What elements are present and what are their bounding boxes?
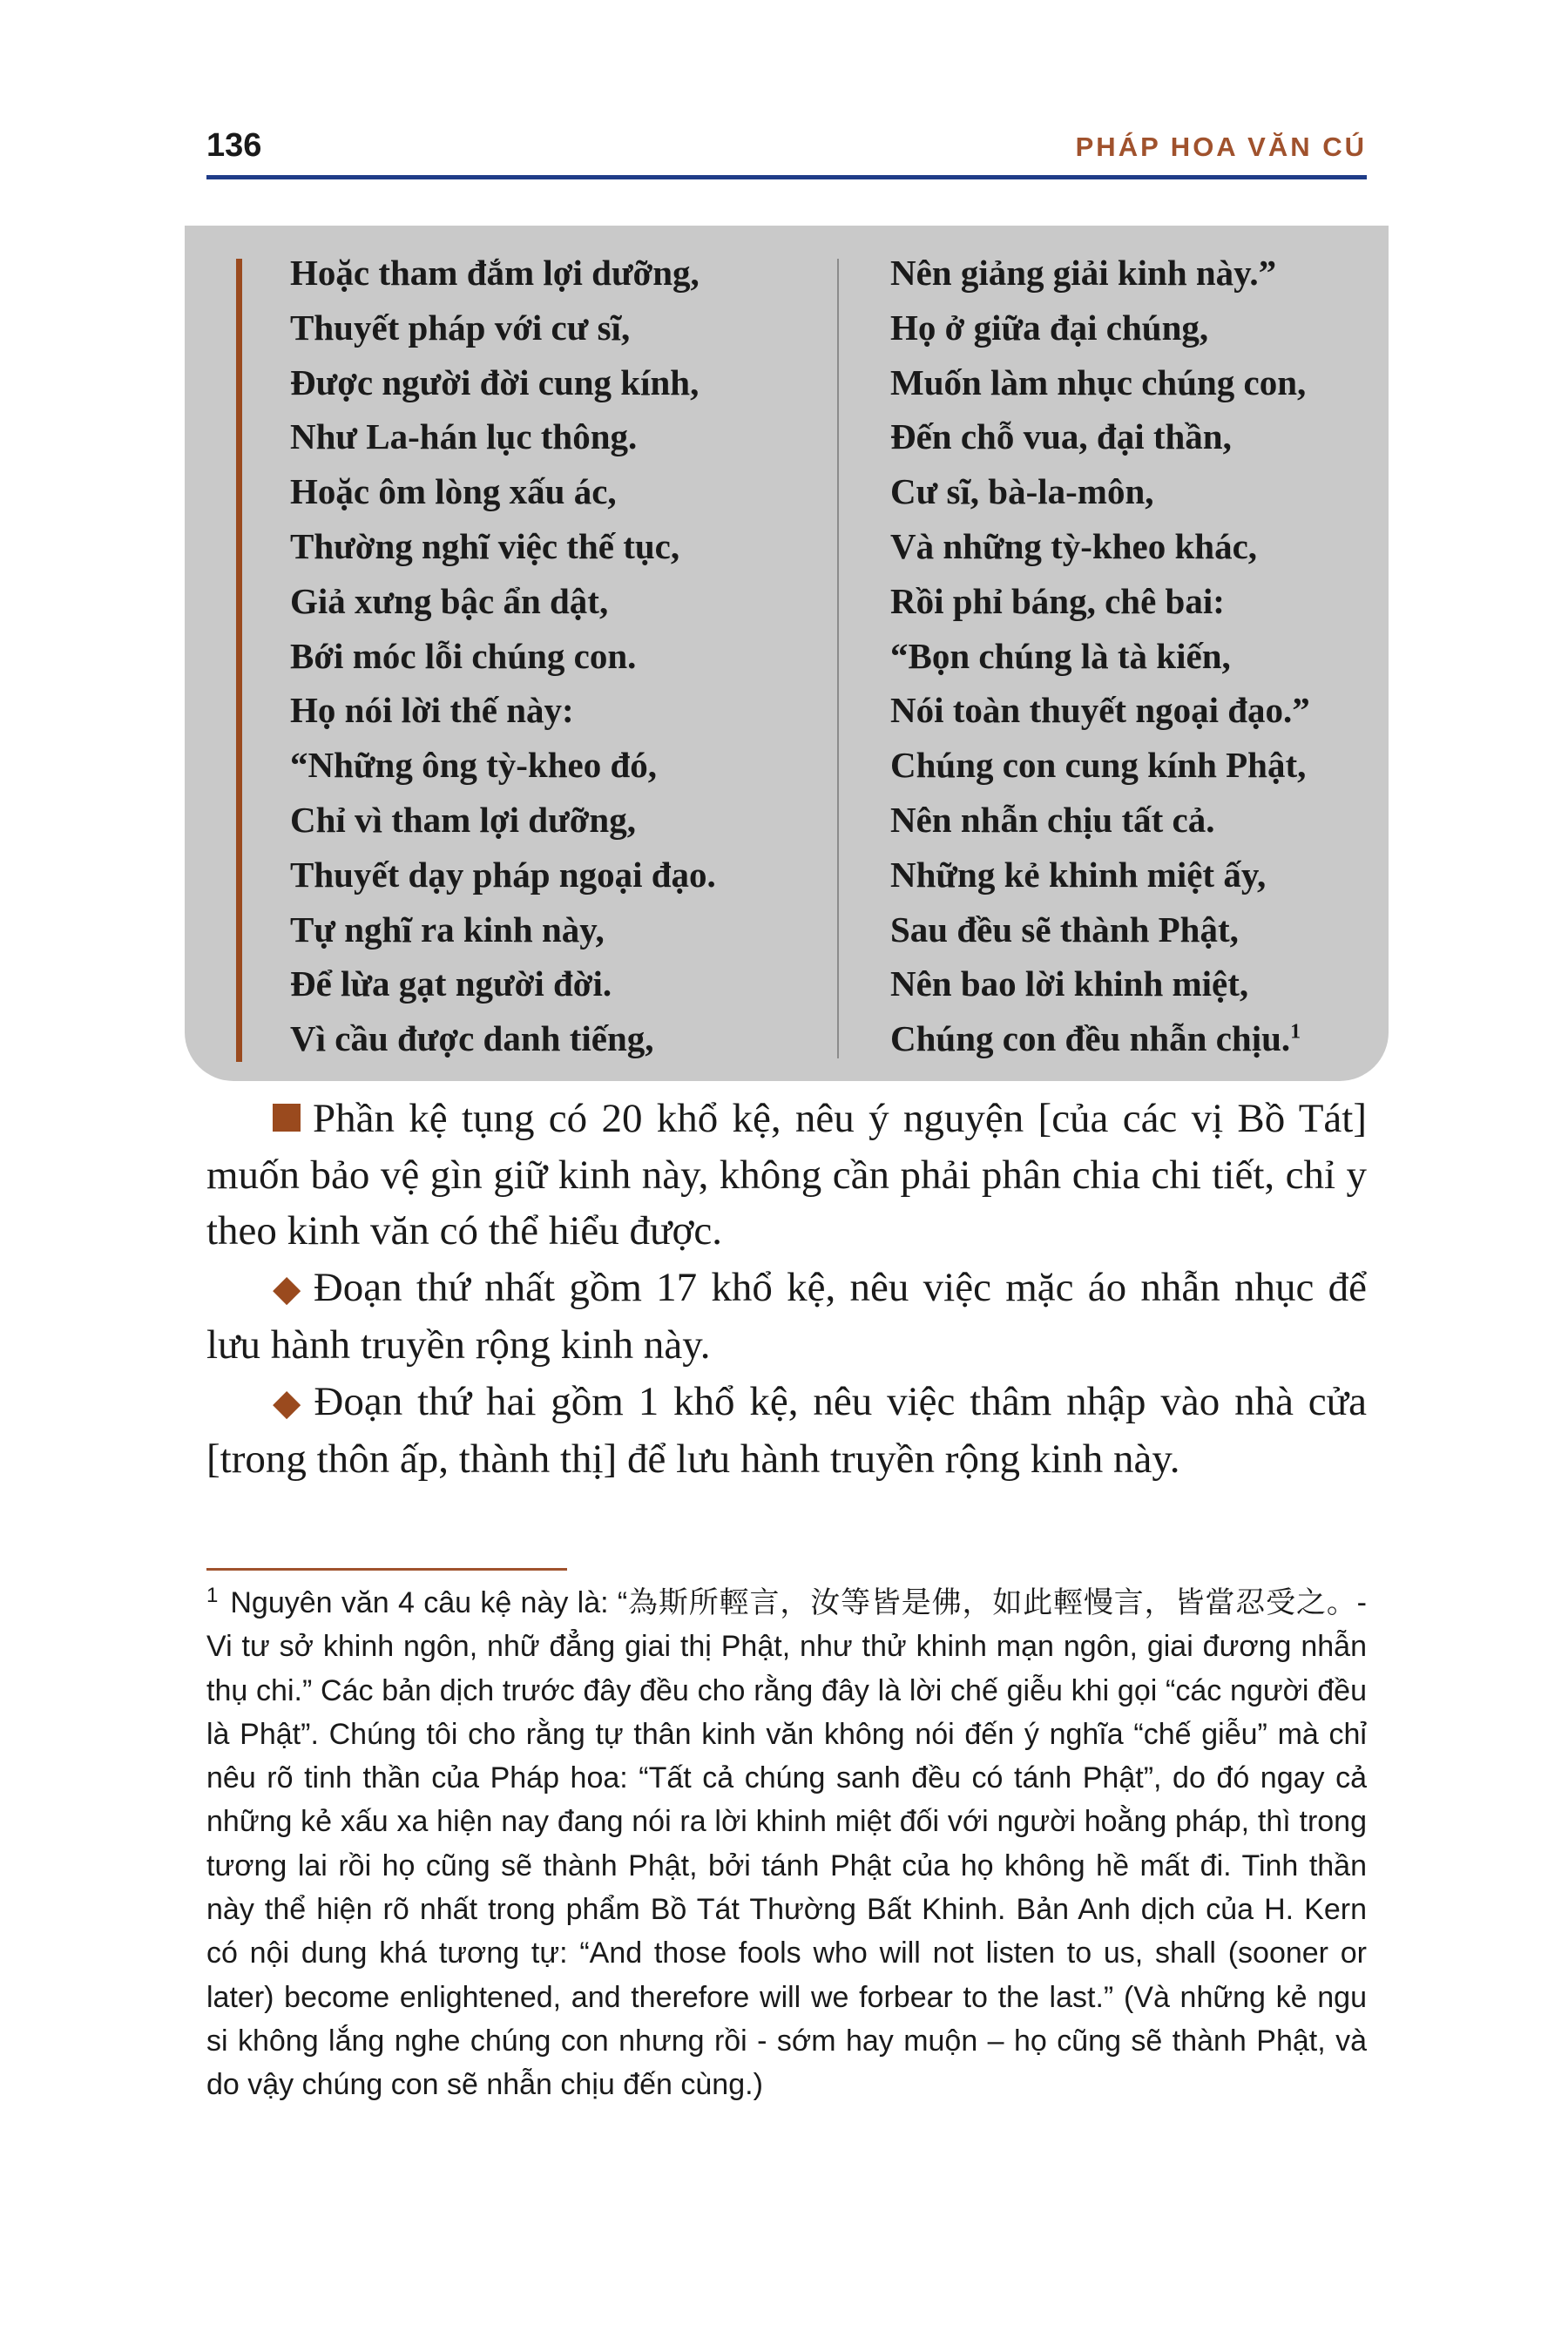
verse-line: Thường nghĩ việc thế tục, [290, 525, 680, 566]
verse-line: Sau đều sẽ thành Phật, [890, 909, 1239, 950]
footnote-mark: 1 [206, 1583, 219, 1607]
verse-line-last [890, 1011, 1310, 1066]
verse-line: Nên bao lời khinh miệt, [890, 963, 1249, 1004]
verse-line: Tự nghĩ ra kinh này, [290, 909, 605, 950]
diamond-bullet-icon: ◆ [273, 1268, 305, 1309]
verse-line: Và những tỳ-kheo khác, [890, 525, 1258, 566]
verse-line: “Bọn chúng là tà kiến, [890, 635, 1231, 676]
verse-line: Nói toàn thuyết ngoại đạo.” [890, 690, 1310, 731]
verse-column-right [890, 246, 1310, 1066]
verse-line: “Những ông tỳ-kheo đó, [290, 745, 658, 786]
verse-line: Muốn làm nhục chúng con, [890, 362, 1307, 402]
verse-line: Nên nhẫn chịu tất cả. [890, 799, 1215, 840]
verse-line: Rồi phỉ báng, chê bai: [890, 580, 1225, 621]
verse-line: Chỉ vì tham lợi dưỡng, [290, 799, 636, 840]
paragraph-section-2 [206, 1374, 1367, 1488]
diamond-bullet-icon: ◆ [273, 1382, 306, 1423]
running-title: PHÁP HOA VĂN CÚ [1075, 132, 1367, 162]
body-text [206, 1091, 1367, 1488]
verse-line: Để lừa gạt người đời. [290, 963, 612, 1004]
paragraph-intro-text: Phần kệ tụng có 20 khổ kệ, nêu ý nguyện [của các vị Bồ Tát] muốn bảo vệ gìn giữ kinh này, không cần phải phân chia chi tiết, chỉ y theo kinh văn có thể hiểu được. [206, 1096, 1367, 1254]
verse-line: Được người đời cung kính, [290, 362, 700, 402]
verse-line: Bới móc lỗi chúng con. [290, 635, 637, 676]
verse-line: Hoặc tham đắm lợi dưỡng, [290, 253, 700, 293]
verse-line: Họ ở giữa đại chúng, [890, 307, 1209, 348]
verse-line: Vì cầu được danh tiếng, [290, 1018, 654, 1059]
paragraph-section-1-text: Đoạn thứ nhất gồm 17 khổ kệ, nêu việc mặc áo nhẫn nhục để lưu hành truyền rộng kinh này. [206, 1264, 1367, 1368]
verse-line: Hoặc ôm lòng xấu ác, [290, 471, 617, 512]
verse-line: Thuyết pháp với cư sĩ, [290, 307, 631, 348]
verse-column-divider [837, 259, 839, 1058]
verse-accent-bar [236, 259, 242, 1062]
page-header [206, 122, 1367, 179]
page-number: 136 [206, 127, 262, 164]
verse-line: Như La-hán lục thông. [290, 416, 638, 457]
paragraph-section-1 [206, 1260, 1367, 1374]
header-rule [206, 175, 1367, 179]
paragraph-intro [206, 1091, 1367, 1260]
verse-line: Thuyết dạy pháp ngoại đạo. [290, 854, 716, 895]
verse-line: Những kẻ khinh miệt ấy, [890, 854, 1267, 895]
square-bullet-icon [273, 1104, 301, 1132]
footnote-rule [206, 1568, 567, 1571]
verse-line: Họ nói lời thế này: [290, 690, 574, 731]
verse-column-left [290, 246, 716, 1066]
footnote-text: Nguyên văn 4 câu kệ này là: “為斯所輕言，汝等皆是佛，如此輕慢言，皆當忍受之。- Vi tư sở khinh ngôn, nhữ đẳng giai thị Phật, như thử khinh mạn ngôn, giai đương nhẫn thụ chi.” Các bản dịch trước đây đều cho rằng đây là lời chế giễu khi gọi “các người đều là Phật”. Chúng tôi cho rằng tự thân kinh văn không nói đến ý nghĩa “chế giễu” mà chỉ nêu rõ tinh thần của Pháp hoa: “Tất cả chúng sanh đều có tánh Phật”, do đó ngay cả những kẻ xấu xa hiện nay đang nói ra lời khinh miệt đối với người hoằng pháp, thì trong tương lai rồi họ cũng sẽ thành Phật, bởi tánh Phật của họ không hề mất đi. Tinh thần này thể hiện rõ nhất trong phẩm Bồ Tát Thường Bất Khinh. Bản Anh dịch của H. Kern có nội dung khá tương tự: “And those fools who will not listen to us, shall (sooner or later) become enlightened, and therefore will we forbear to the last.” (Và những kẻ ngu si không lắng nghe chúng con nhưng rồi - sớm hay muộn – họ cũng sẽ thành Phật, và do vậy chúng con sẽ nhẫn chịu đến cùng.) [206, 1586, 1367, 2102]
verse-line: Giả xưng bậc ẩn dật, [290, 580, 609, 621]
paragraph-section-2-text: Đoạn thứ hai gồm 1 khổ kệ, nêu việc thâm nhập vào nhà cửa [trong thôn ấp, thành thị] để lưu hành truyền rộng kinh này. [206, 1378, 1367, 1482]
verse-line: Nên giảng giải kinh này.” [890, 253, 1277, 293]
verse-line-text: Chúng con đều nhẫn chịu. [890, 1018, 1291, 1059]
verse-line: Đến chỗ vua, đại thần, [890, 416, 1232, 457]
footnote-reference: 1 [1290, 1020, 1301, 1044]
footnote [206, 1581, 1367, 2107]
verse-line: Cư sĩ, bà-la-môn, [890, 471, 1154, 512]
verse-line: Chúng con cung kính Phật, [890, 745, 1307, 786]
